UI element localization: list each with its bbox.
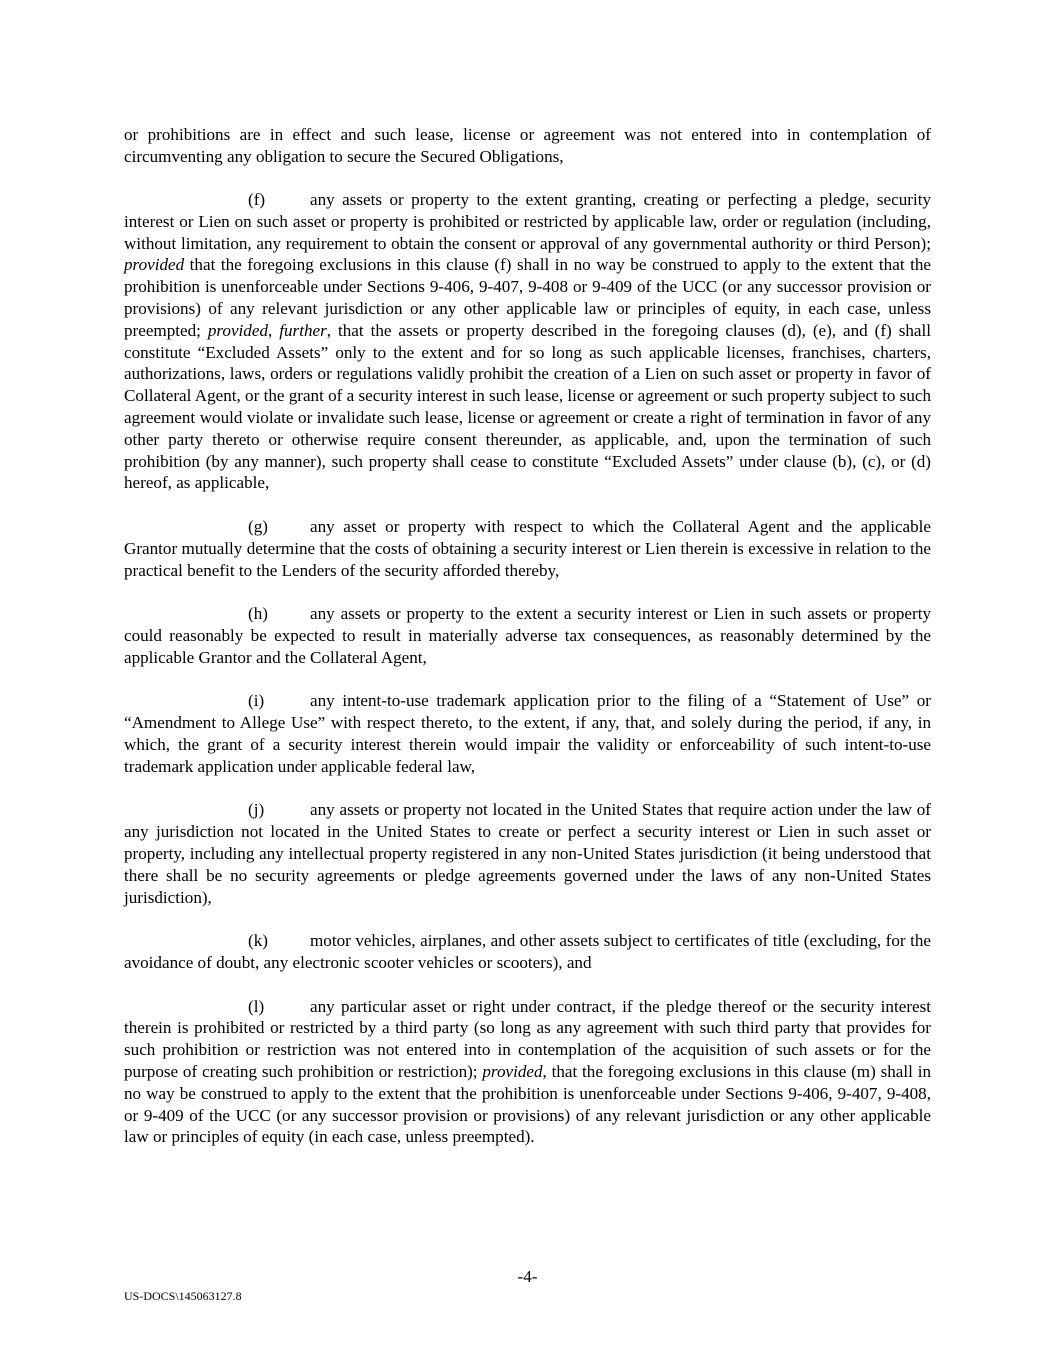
clause-label: (k): [248, 931, 268, 951]
clause-paragraph: [124, 930, 931, 974]
opening-paragraph: or prohibitions are in effect and such lease, license or agreement was not entered into in contemplation of circumventing any obligation to secure the Secured Obligations,: [124, 125, 931, 166]
clause-paragraph: [124, 690, 931, 777]
clause-text: any assets or property to the extent granting, creating or perfecting a pledge, security interest or Lien on such asset or property is prohibited or restricted by applicable law, order or regulation (including, without limitation, any requirement to obtain the consent or approval of any governmental authority or third Person);: [124, 190, 931, 253]
document-id: US-DOCS\145063127.8: [124, 1289, 242, 1303]
clause-paragraph: [124, 516, 931, 581]
clause-text: any intent-to-use trademark application prior to the filing of a “Statement of Use” or “Amendment to Allege Use” with respect thereto, to the extent, if any, that, and solely during the period, if any, in which, the grant of a security interest therein would impair the validity or enforceability of such intent-to-use trademark application under applicable federal law,: [124, 691, 931, 776]
clause-paragraph: [124, 603, 931, 668]
clause-paragraph: [124, 189, 931, 494]
clause-label: (l): [248, 996, 265, 1016]
italic-term: provided: [482, 1061, 543, 1081]
clause-label: (h): [248, 604, 268, 624]
italic-term: provided: [124, 255, 185, 275]
page-number: -4-: [517, 1267, 538, 1286]
clause-label: (j): [248, 800, 265, 820]
clause-text: motor vehicles, airplanes, and other assets subject to certificates of title (excluding, for the avoidance of doubt, any electronic scooter vehicles or scooters), and: [124, 931, 931, 972]
clause-text: any assets or property to the extent a security interest or Lien in such assets or property could reasonably be expected to result in materially adverse tax consequences, as reasonably determined by the applicable Grantor and the Collateral Agent,: [124, 604, 931, 667]
clause-text: any assets or property not located in the United States that require action under the law of any jurisdiction not located in the United States to create or perfect a security interest or Lien in such asset or property, including any intellectual property registered in any non-United States jurisdiction (it being understood that there shall be no security agreements or pledge agreements governed under the laws of any non-United States jurisdiction),: [124, 800, 931, 907]
clause-text: ,: [268, 320, 280, 340]
italic-term: further: [279, 320, 327, 340]
clause-text: , that the foregoing exclusions in this clause (m) shall in no way be construed to apply to the extent that the prohibition is unenforceable under Sections 9-406, 9-407, 9-408, or 9-409 of the UCC (or any successor provision or provisions) of any relevant jurisdiction or any other applicable law or principles of equity (in each case, unless preempted).: [124, 1061, 931, 1147]
clause-paragraph: [124, 799, 931, 908]
italic-term: provided: [207, 320, 268, 340]
document-body: [124, 124, 931, 1170]
clause-paragraph: [124, 996, 931, 1149]
clause-list: [124, 189, 931, 1148]
clause-text: any particular asset or right under contract, if the pledge thereof or the security interest therein is prohibited or restricted by a third party (so long as any agreement with such third party that provides for such prohibition or restriction was not entered into in contemplation of the acquisition of such assets or for the purpose of creating such prohibition or restriction);: [124, 996, 931, 1081]
clause-text: , that the assets or property described in the foregoing clauses (d), (e), and (f) shall constitute “Excluded Assets” only to the extent and for so long as such applicable licenses, franchises, charters, authorizations, laws, orders or regulations validly prohibit the creation of a Lien on such asset or property in favor of Collateral Agent, or the grant of a security interest in such lease, license or agreement or such property subject to such agreement would violate or invalidate such lease, license or agreement or create a right of termination in favor of any other party thereto or otherwise require consent thereunder, as applicable, and, upon the termination of such prohibition (by any manner), such property shall cease to constitute “Excluded Assets” under clause (b), (c), or (d) hereof, as applicable,: [124, 320, 932, 493]
clause-label: (f): [248, 190, 266, 210]
clause-label: (i): [248, 691, 265, 711]
clause-text: any asset or property with respect to which the Collateral Agent and the applicable Grantor mutually determine that the costs of obtaining a security interest or Lien therein is excessive in relation to the practical benefit to the Lenders of the security afforded thereby,: [124, 517, 931, 580]
clause-text: that the foregoing exclusions in this clause (f) shall in no way be construed to apply to the extent that the prohibition is unenforceable under Sections 9-406, 9-407, 9-408 or 9-409 of the UCC (or any successor provision or provisions) of any relevant jurisdiction or any other applicable law or principles of equity, in each case, unless preempted;: [124, 255, 931, 340]
clause-label: (g): [248, 517, 268, 537]
